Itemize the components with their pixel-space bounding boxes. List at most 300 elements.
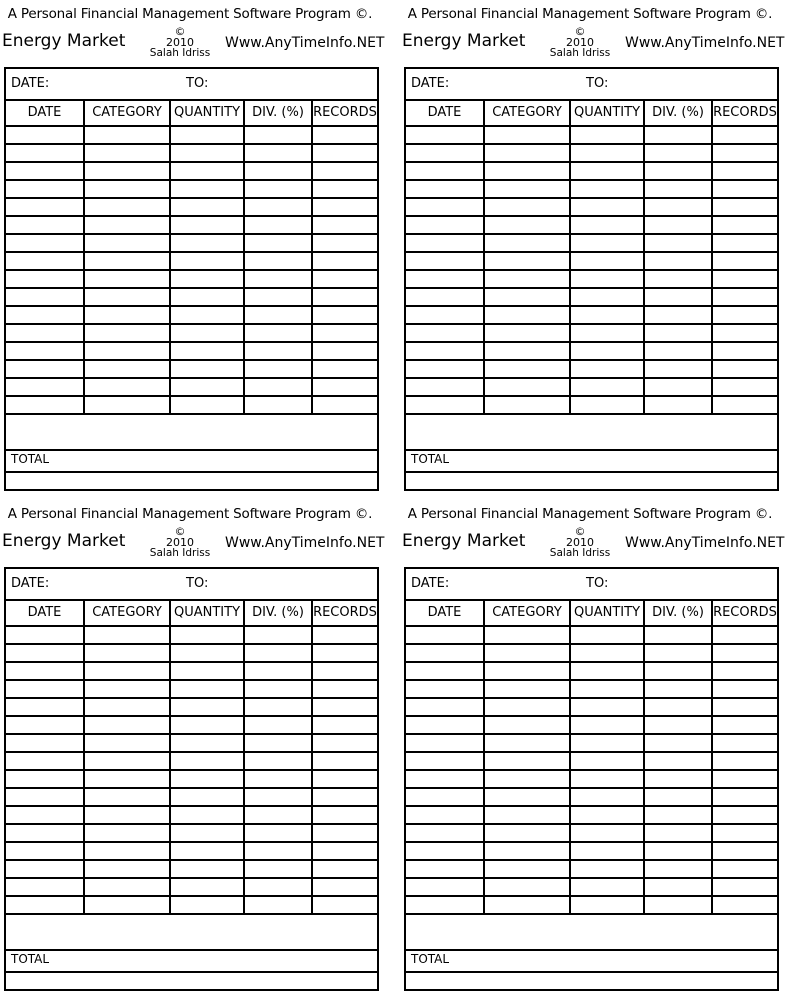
table-cell[interactable] (570, 824, 644, 842)
table-cell[interactable] (644, 842, 712, 860)
table-cell[interactable] (406, 752, 484, 770)
table-cell[interactable] (406, 698, 484, 716)
table-cell[interactable] (6, 198, 84, 216)
table-cell[interactable] (6, 680, 84, 698)
table-cell[interactable] (644, 270, 712, 288)
table-cell[interactable] (312, 234, 377, 252)
table-cell[interactable] (644, 234, 712, 252)
table-cell[interactable] (644, 144, 712, 162)
table-cell[interactable] (712, 306, 777, 324)
table-cell[interactable] (570, 252, 644, 270)
table-cell[interactable] (712, 234, 777, 252)
table-cell[interactable] (84, 306, 170, 324)
table-cell[interactable] (406, 396, 484, 414)
table-cell[interactable] (312, 680, 377, 698)
table-cell[interactable] (712, 626, 777, 644)
table-cell[interactable] (484, 234, 570, 252)
table-cell[interactable] (6, 878, 84, 896)
table-cell[interactable] (84, 680, 170, 698)
table-cell[interactable] (6, 234, 84, 252)
table-cell[interactable] (712, 126, 777, 144)
table-cell[interactable] (6, 144, 84, 162)
table-cell[interactable] (644, 788, 712, 806)
table-cell[interactable] (484, 270, 570, 288)
table-cell[interactable] (406, 896, 484, 914)
table-cell[interactable] (244, 752, 312, 770)
table-cell[interactable] (406, 378, 484, 396)
table-cell[interactable] (644, 734, 712, 752)
table-cell[interactable] (6, 734, 84, 752)
table-cell[interactable] (6, 252, 84, 270)
table-cell[interactable] (570, 806, 644, 824)
table-cell[interactable] (644, 878, 712, 896)
table-cell[interactable] (6, 126, 84, 144)
table-cell[interactable] (406, 306, 484, 324)
table-cell[interactable] (406, 198, 484, 216)
table-cell[interactable] (484, 878, 570, 896)
table-cell[interactable] (570, 162, 644, 180)
table-cell[interactable] (312, 180, 377, 198)
table-cell[interactable] (406, 324, 484, 342)
table-cell[interactable] (312, 878, 377, 896)
table-cell[interactable] (712, 662, 777, 680)
table-cell[interactable] (484, 180, 570, 198)
table-cell[interactable] (244, 734, 312, 752)
table-cell[interactable] (570, 896, 644, 914)
table-cell[interactable] (712, 806, 777, 824)
table-cell[interactable] (312, 270, 377, 288)
table-cell[interactable] (484, 342, 570, 360)
table-cell[interactable] (244, 716, 312, 734)
table-cell[interactable] (84, 716, 170, 734)
table-cell[interactable] (244, 396, 312, 414)
table-cell[interactable] (570, 198, 644, 216)
table-cell[interactable] (406, 288, 484, 306)
table-cell[interactable] (6, 806, 84, 824)
table-cell[interactable] (406, 216, 484, 234)
table-cell[interactable] (644, 198, 712, 216)
table-cell[interactable] (84, 198, 170, 216)
table-cell[interactable] (244, 680, 312, 698)
table-cell[interactable] (406, 144, 484, 162)
table-cell[interactable] (484, 126, 570, 144)
table-cell[interactable] (712, 698, 777, 716)
table-cell[interactable] (170, 324, 244, 342)
table-cell[interactable] (712, 378, 777, 396)
table-cell[interactable] (712, 770, 777, 788)
table-cell[interactable] (406, 252, 484, 270)
table-cell[interactable] (244, 234, 312, 252)
table-cell[interactable] (644, 896, 712, 914)
table-cell[interactable] (170, 126, 244, 144)
table-cell[interactable] (84, 216, 170, 234)
table-cell[interactable] (570, 270, 644, 288)
table-cell[interactable] (244, 162, 312, 180)
table-cell[interactable] (170, 288, 244, 306)
table-cell[interactable] (484, 626, 570, 644)
table-cell[interactable] (244, 216, 312, 234)
table-cell[interactable] (170, 644, 244, 662)
table-cell[interactable] (484, 734, 570, 752)
table-cell[interactable] (712, 198, 777, 216)
table-cell[interactable] (170, 824, 244, 842)
table-cell[interactable] (570, 216, 644, 234)
table-cell[interactable] (6, 396, 84, 414)
table-cell[interactable] (712, 734, 777, 752)
table-cell[interactable] (712, 360, 777, 378)
table-cell[interactable] (170, 306, 244, 324)
table-cell[interactable] (484, 806, 570, 824)
table-cell[interactable] (312, 324, 377, 342)
table-cell[interactable] (406, 770, 484, 788)
table-cell[interactable] (312, 144, 377, 162)
table-cell[interactable] (406, 644, 484, 662)
table-cell[interactable] (570, 878, 644, 896)
table-cell[interactable] (170, 662, 244, 680)
table-cell[interactable] (712, 288, 777, 306)
table-cell[interactable] (712, 144, 777, 162)
table-cell[interactable] (570, 144, 644, 162)
table-cell[interactable] (84, 342, 170, 360)
table-cell[interactable] (712, 396, 777, 414)
table-cell[interactable] (170, 162, 244, 180)
table-cell[interactable] (312, 698, 377, 716)
table-cell[interactable] (84, 252, 170, 270)
table-cell[interactable] (406, 680, 484, 698)
table-cell[interactable] (484, 252, 570, 270)
table-cell[interactable] (570, 324, 644, 342)
table-cell[interactable] (406, 878, 484, 896)
table-cell[interactable] (484, 288, 570, 306)
table-cell[interactable] (484, 752, 570, 770)
table-cell[interactable] (484, 162, 570, 180)
table-cell[interactable] (644, 342, 712, 360)
table-cell[interactable] (84, 770, 170, 788)
table-cell[interactable] (570, 360, 644, 378)
table-cell[interactable] (170, 770, 244, 788)
table-cell[interactable] (84, 144, 170, 162)
table-cell[interactable] (484, 770, 570, 788)
table-cell[interactable] (484, 324, 570, 342)
table-cell[interactable] (712, 824, 777, 842)
table-cell[interactable] (570, 770, 644, 788)
table-cell[interactable] (6, 216, 84, 234)
table-cell[interactable] (644, 770, 712, 788)
table-cell[interactable] (6, 644, 84, 662)
table-cell[interactable] (406, 788, 484, 806)
table-cell[interactable] (6, 306, 84, 324)
table-cell[interactable] (570, 752, 644, 770)
table-cell[interactable] (712, 752, 777, 770)
table-cell[interactable] (6, 342, 84, 360)
table-cell[interactable] (312, 342, 377, 360)
table-cell[interactable] (312, 842, 377, 860)
table-cell[interactable] (244, 306, 312, 324)
table-cell[interactable] (406, 626, 484, 644)
table-cell[interactable] (570, 378, 644, 396)
table-cell[interactable] (6, 716, 84, 734)
table-cell[interactable] (244, 270, 312, 288)
table-cell[interactable] (406, 842, 484, 860)
table-cell[interactable] (644, 716, 712, 734)
table-cell[interactable] (484, 716, 570, 734)
table-cell[interactable] (484, 198, 570, 216)
table-cell[interactable] (644, 644, 712, 662)
table-cell[interactable] (84, 752, 170, 770)
table-cell[interactable] (570, 734, 644, 752)
table-cell[interactable] (170, 734, 244, 752)
table-cell[interactable] (570, 288, 644, 306)
table-cell[interactable] (312, 378, 377, 396)
table-cell[interactable] (570, 234, 644, 252)
table-cell[interactable] (244, 626, 312, 644)
table-cell[interactable] (6, 824, 84, 842)
table-cell[interactable] (244, 644, 312, 662)
table-cell[interactable] (570, 662, 644, 680)
table-cell[interactable] (6, 180, 84, 198)
table-cell[interactable] (84, 360, 170, 378)
table-cell[interactable] (312, 306, 377, 324)
table-cell[interactable] (312, 126, 377, 144)
table-cell[interactable] (484, 896, 570, 914)
table-cell[interactable] (312, 198, 377, 216)
table-cell[interactable] (244, 824, 312, 842)
table-cell[interactable] (406, 270, 484, 288)
table-cell[interactable] (312, 824, 377, 842)
table-cell[interactable] (312, 216, 377, 234)
table-cell[interactable] (84, 126, 170, 144)
table-cell[interactable] (244, 770, 312, 788)
table-cell[interactable] (170, 360, 244, 378)
table-cell[interactable] (570, 626, 644, 644)
table-cell[interactable] (712, 270, 777, 288)
table-cell[interactable] (712, 896, 777, 914)
table-cell[interactable] (484, 396, 570, 414)
table-cell[interactable] (644, 252, 712, 270)
table-cell[interactable] (570, 842, 644, 860)
table-cell[interactable] (570, 860, 644, 878)
table-cell[interactable] (244, 360, 312, 378)
table-cell[interactable] (170, 626, 244, 644)
table-cell[interactable] (406, 342, 484, 360)
table-cell[interactable] (6, 860, 84, 878)
table-cell[interactable] (6, 324, 84, 342)
table-cell[interactable] (312, 252, 377, 270)
table-cell[interactable] (406, 860, 484, 878)
table-cell[interactable] (6, 698, 84, 716)
table-cell[interactable] (406, 126, 484, 144)
table-cell[interactable] (644, 288, 712, 306)
table-cell[interactable] (6, 270, 84, 288)
table-cell[interactable] (570, 788, 644, 806)
table-cell[interactable] (244, 288, 312, 306)
table-cell[interactable] (170, 788, 244, 806)
table-cell[interactable] (6, 896, 84, 914)
table-cell[interactable] (84, 270, 170, 288)
table-cell[interactable] (406, 734, 484, 752)
table-cell[interactable] (484, 824, 570, 842)
table-cell[interactable] (244, 180, 312, 198)
table-cell[interactable] (312, 626, 377, 644)
table-cell[interactable] (6, 752, 84, 770)
table-cell[interactable] (644, 216, 712, 234)
table-cell[interactable] (170, 234, 244, 252)
table-cell[interactable] (312, 752, 377, 770)
table-cell[interactable] (6, 842, 84, 860)
table-cell[interactable] (312, 288, 377, 306)
table-cell[interactable] (170, 878, 244, 896)
table-cell[interactable] (244, 378, 312, 396)
table-cell[interactable] (6, 626, 84, 644)
table-cell[interactable] (644, 396, 712, 414)
table-cell[interactable] (712, 252, 777, 270)
table-cell[interactable] (6, 360, 84, 378)
table-cell[interactable] (84, 662, 170, 680)
table-cell[interactable] (712, 324, 777, 342)
table-cell[interactable] (312, 662, 377, 680)
table-cell[interactable] (84, 324, 170, 342)
table-cell[interactable] (484, 360, 570, 378)
table-cell[interactable] (84, 860, 170, 878)
table-cell[interactable] (484, 860, 570, 878)
table-cell[interactable] (244, 842, 312, 860)
table-cell[interactable] (170, 198, 244, 216)
table-cell[interactable] (712, 842, 777, 860)
table-cell[interactable] (312, 734, 377, 752)
table-cell[interactable] (312, 644, 377, 662)
table-cell[interactable] (84, 896, 170, 914)
table-cell[interactable] (570, 680, 644, 698)
table-cell[interactable] (244, 662, 312, 680)
table-cell[interactable] (170, 896, 244, 914)
table-cell[interactable] (644, 162, 712, 180)
table-cell[interactable] (170, 378, 244, 396)
table-cell[interactable] (484, 378, 570, 396)
table-cell[interactable] (570, 306, 644, 324)
table-cell[interactable] (84, 698, 170, 716)
table-cell[interactable] (312, 806, 377, 824)
table-cell[interactable] (84, 788, 170, 806)
table-cell[interactable] (170, 180, 244, 198)
table-cell[interactable] (6, 162, 84, 180)
table-cell[interactable] (406, 824, 484, 842)
table-cell[interactable] (244, 860, 312, 878)
table-cell[interactable] (170, 144, 244, 162)
table-cell[interactable] (644, 306, 712, 324)
table-cell[interactable] (644, 662, 712, 680)
table-cell[interactable] (312, 396, 377, 414)
table-cell[interactable] (312, 360, 377, 378)
table-cell[interactable] (170, 680, 244, 698)
table-cell[interactable] (644, 824, 712, 842)
table-cell[interactable] (170, 806, 244, 824)
table-cell[interactable] (244, 126, 312, 144)
table-cell[interactable] (406, 234, 484, 252)
table-cell[interactable] (84, 378, 170, 396)
table-cell[interactable] (644, 126, 712, 144)
table-cell[interactable] (170, 216, 244, 234)
table-cell[interactable] (6, 770, 84, 788)
table-cell[interactable] (170, 842, 244, 860)
table-cell[interactable] (312, 860, 377, 878)
table-cell[interactable] (712, 644, 777, 662)
table-cell[interactable] (6, 288, 84, 306)
table-cell[interactable] (84, 644, 170, 662)
table-cell[interactable] (312, 896, 377, 914)
table-cell[interactable] (170, 752, 244, 770)
table-cell[interactable] (484, 144, 570, 162)
table-cell[interactable] (312, 770, 377, 788)
table-cell[interactable] (484, 698, 570, 716)
table-cell[interactable] (644, 698, 712, 716)
table-cell[interactable] (312, 788, 377, 806)
table-cell[interactable] (712, 216, 777, 234)
table-cell[interactable] (644, 180, 712, 198)
table-cell[interactable] (570, 342, 644, 360)
table-cell[interactable] (244, 252, 312, 270)
table-cell[interactable] (170, 342, 244, 360)
table-cell[interactable] (570, 396, 644, 414)
table-cell[interactable] (244, 788, 312, 806)
table-cell[interactable] (406, 662, 484, 680)
table-cell[interactable] (6, 378, 84, 396)
table-cell[interactable] (170, 716, 244, 734)
table-cell[interactable] (170, 860, 244, 878)
table-cell[interactable] (644, 752, 712, 770)
table-cell[interactable] (84, 806, 170, 824)
table-cell[interactable] (84, 878, 170, 896)
table-cell[interactable] (484, 306, 570, 324)
table-cell[interactable] (84, 162, 170, 180)
table-cell[interactable] (644, 378, 712, 396)
table-cell[interactable] (170, 252, 244, 270)
table-cell[interactable] (406, 360, 484, 378)
table-cell[interactable] (244, 324, 312, 342)
table-cell[interactable] (644, 680, 712, 698)
table-cell[interactable] (570, 180, 644, 198)
table-cell[interactable] (712, 788, 777, 806)
table-cell[interactable] (570, 716, 644, 734)
table-cell[interactable] (244, 198, 312, 216)
table-cell[interactable] (170, 396, 244, 414)
table-cell[interactable] (406, 180, 484, 198)
table-cell[interactable] (644, 324, 712, 342)
table-cell[interactable] (712, 162, 777, 180)
table-cell[interactable] (84, 234, 170, 252)
table-cell[interactable] (644, 626, 712, 644)
table-cell[interactable] (244, 144, 312, 162)
table-cell[interactable] (244, 878, 312, 896)
table-cell[interactable] (484, 644, 570, 662)
table-cell[interactable] (406, 162, 484, 180)
table-cell[interactable] (570, 126, 644, 144)
table-cell[interactable] (244, 342, 312, 360)
table-cell[interactable] (84, 824, 170, 842)
table-cell[interactable] (244, 806, 312, 824)
table-cell[interactable] (712, 878, 777, 896)
table-cell[interactable] (6, 662, 84, 680)
table-cell[interactable] (712, 680, 777, 698)
table-cell[interactable] (312, 162, 377, 180)
table-cell[interactable] (570, 698, 644, 716)
table-cell[interactable] (484, 788, 570, 806)
table-cell[interactable] (644, 860, 712, 878)
table-cell[interactable] (644, 806, 712, 824)
table-cell[interactable] (84, 396, 170, 414)
table-cell[interactable] (312, 716, 377, 734)
table-cell[interactable] (712, 860, 777, 878)
table-cell[interactable] (84, 626, 170, 644)
